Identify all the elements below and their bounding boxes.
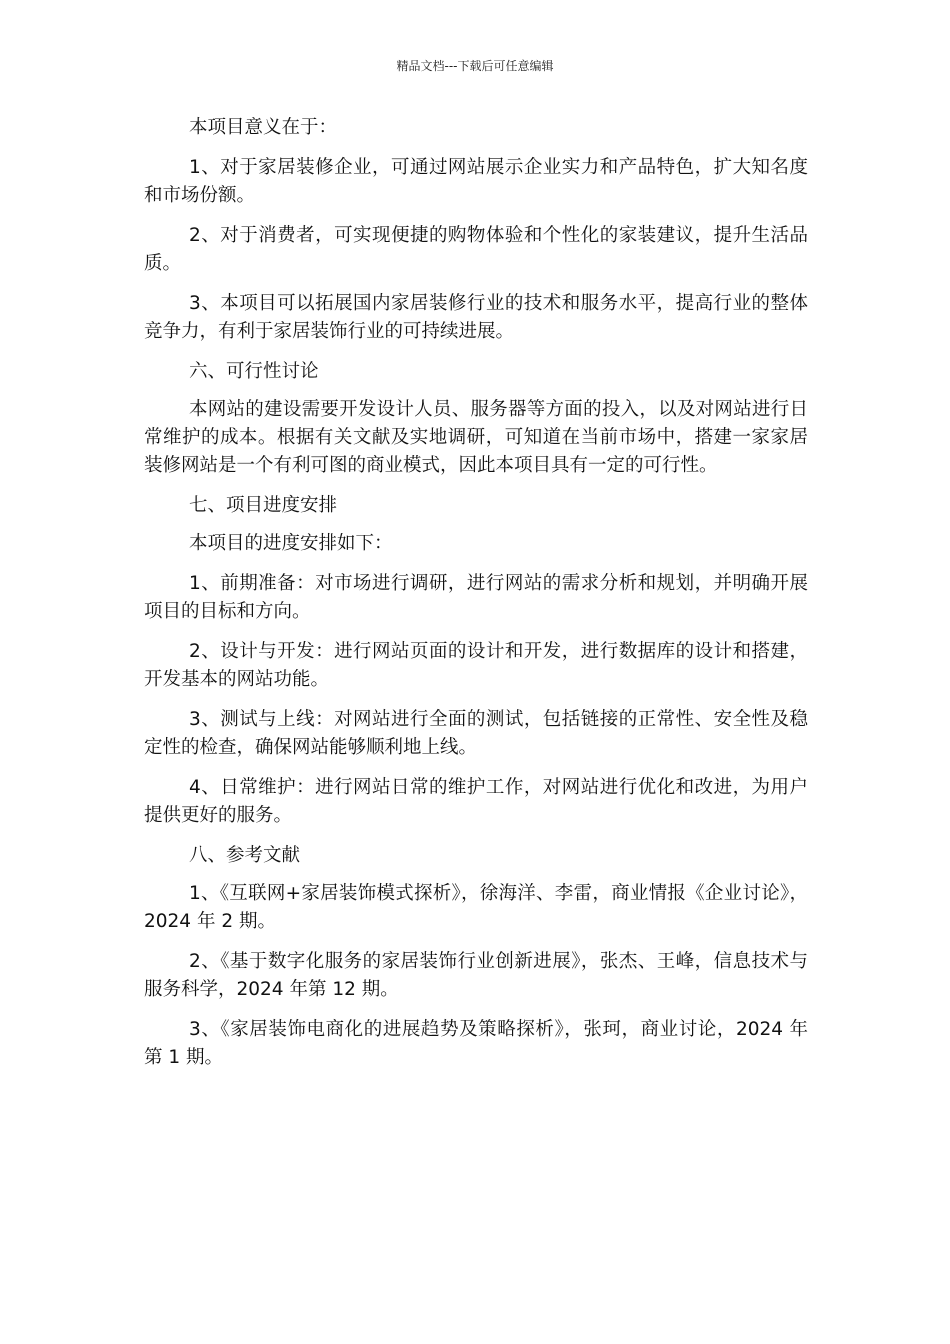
paragraph-schedule-4: 4、日常维护：进行网站日常的维护工作，对网站进行优化和改进，为用户提供更好的服务。 bbox=[144, 777, 808, 826]
paragraph-significance-2: 2、对于消费者，可实现便捷的购物体验和个性化的家装建议，提升生活品质。 bbox=[144, 225, 808, 274]
paragraph-feasibility: 本网站的建设需要开发设计人员、服务器等方面的投入，以及对网站进行日常维护的成本。根据有关文献及实地调研，可知道在当前市场中，搭建一家家居装修网站是一个有利可图的商业模式，因此本项目具有一定的可行性。 bbox=[144, 399, 808, 476]
paragraph-schedule-3: 3、测试与上线：对网站进行全面的测试，包括链接的正常性、安全性及稳定性的检查，确保网站能够顺利地上线。 bbox=[144, 709, 808, 758]
reference-item-1: 1、《互联网+家居装饰模式探析》，徐海洋、李雷，商业情报《企业讨论》，2024 年 2 期。 bbox=[144, 883, 808, 932]
page-header: 精品文档---下载后可任意编辑 bbox=[396, 59, 554, 73]
section-heading-references: 八、参考文献 bbox=[189, 845, 301, 866]
paragraph-significance-intro: 本项目意义在于： bbox=[189, 117, 338, 138]
section-heading-schedule: 七、项目进度安排 bbox=[189, 495, 338, 516]
paragraph-schedule-1: 1、前期准备：对市场进行调研，进行网站的需求分析和规划，并明确开展项目的目标和方向。 bbox=[144, 573, 808, 622]
paragraph-significance-1: 1、对于家居装修企业，可通过网站展示企业实力和产品特色，扩大知名度和市场份额。 bbox=[144, 157, 808, 206]
document-body bbox=[144, 114, 808, 1084]
reference-item-3: 3、《家居装饰电商化的进展趋势及策略探析》，张珂，商业讨论，2024 年第 1 期。 bbox=[144, 1019, 808, 1068]
reference-item-2: 2、《基于数字化服务的家居装饰行业创新进展》，张杰、王峰，信息技术与服务科学，2024 年第 12 期。 bbox=[144, 951, 808, 1000]
paragraph-schedule-2: 2、设计与开发：进行网站页面的设计和开发，进行数据库的设计和搭建，开发基本的网站功能。 bbox=[144, 641, 808, 690]
paragraph-significance-3: 3、本项目可以拓展国内家居装修行业的技术和服务水平，提高行业的整体竞争力，有利于家居装饰行业的可持续进展。 bbox=[144, 293, 808, 342]
paragraph-schedule-intro: 本项目的进度安排如下： bbox=[189, 533, 393, 554]
section-heading-feasibility: 六、可行性讨论 bbox=[189, 361, 319, 382]
